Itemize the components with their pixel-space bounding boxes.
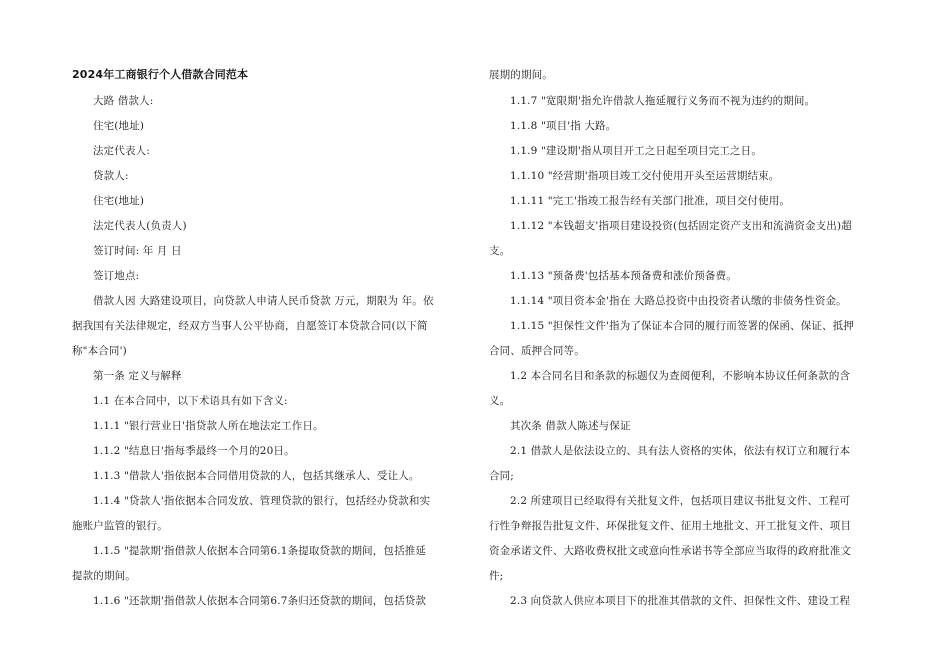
- left-column-line: 借款人因 大路建设项目，向贷款人申请人民币贷款 万元，期限为 年。依: [93, 295, 434, 307]
- right-column-line: 1.1.13 "预备费'包括基本预备费和涨价预备费。: [510, 270, 737, 282]
- left-column-line: 1.1.2 "结息日'指每季最终一个月的20日。: [93, 445, 295, 457]
- right-column-line: 行性争辩报告批复文件、环保批复文件、征用土地批文、开工批复文件、项目: [489, 520, 852, 532]
- left-column-line: 第一条 定义与解释: [93, 370, 182, 382]
- right-column-line: 1.1.11 "完工'指竣工报告经有关部门批准，项目交付使用。: [510, 195, 791, 207]
- right-column-line: 义。: [489, 395, 511, 407]
- document-title: 2024年工商银行个人借款合同范本: [72, 68, 249, 81]
- right-column-line: 1.1.10 "经营期'指项目竣工交付使用开头至运营期结束。: [510, 170, 780, 182]
- right-column-line: 合同、质押合同等。: [489, 345, 585, 357]
- left-column-line: 法定代表人(负责人): [93, 220, 187, 232]
- left-column-line: 法定代表人:: [93, 145, 150, 157]
- left-column-line: 1.1.6 "还款期'指借款人依据本合同第6.7条归还贷款的期间，包括贷款: [93, 595, 427, 607]
- right-column-line: 1.1.9 "建设期'指从项目开工之日起至项目完工之日。: [510, 145, 762, 157]
- right-column-line: 1.1.15 "担保性文件'指为了保证本合同的履行而签署的保函、保证、抵押: [510, 320, 854, 332]
- left-column-line: 贷款人:: [93, 170, 129, 182]
- left-column-line: 签订地点:: [93, 270, 140, 282]
- right-column-line: 1.1.7 "宽限期'指允许借款人拖延履行义务而不视为违约的期间。: [510, 95, 816, 107]
- left-column-line: 提款的期间。: [72, 570, 136, 582]
- right-column-line: 2.3 向贷款人供应本项目下的批准其借款的文件、担保性文件、建设工程: [510, 595, 851, 607]
- left-column-line: 住宅(地址): [93, 195, 145, 207]
- right-column-line: 支。: [489, 245, 511, 257]
- left-column-line: 1.1.3 "借款人'指依据本合同借用贷款的人，包括其继承人、受让人。: [93, 470, 420, 482]
- right-column-line: 1.2 本合同名目和条款的标题仅为查阅便利，不影响本协议任何条款的含: [510, 370, 851, 382]
- right-column-line: 2.2 所建项目已经取得有关批复文件，包括项目建议书批复文件、工程可: [510, 495, 851, 507]
- right-column-line: 资金承诺文件、大路收费权批文或意向性承诺书等全部应当取得的政府批准文: [489, 545, 852, 557]
- left-column-line: 称"本合同'): [72, 345, 127, 357]
- left-column-line: 1.1 在本合同中，以下术语具有如下含义:: [93, 395, 288, 407]
- right-column-line: 展期的期间。: [489, 69, 553, 81]
- right-column-line: 合同;: [489, 470, 514, 482]
- left-column-line: 住宅(地址): [93, 120, 145, 132]
- left-column-line: 1.1.1 "银行营业日'指贷款人所在地法定工作日。: [93, 420, 324, 432]
- left-column-line: 据我国有关法律规定，经双方当事人公平协商，自愿签订本贷款合同(以下简: [72, 320, 428, 332]
- left-column-line: 1.1.4 "贷款人'指依据本合同发放、管理贷款的银行，包括经办贷款和实: [93, 495, 431, 507]
- right-column-line: 1.1.12 "本钱超支'指项目建设投资(包括固定资产支出和流淌资金支出)超: [510, 220, 852, 232]
- right-column-line: 件;: [489, 570, 504, 582]
- right-column-line: 1.1.8 "项目'指 大路。: [510, 120, 617, 132]
- right-column-line: 2.1 借款人是依法设立的、具有法人资格的实体，依法有权订立和履行本: [510, 445, 851, 457]
- left-column-line: 施账户监管的银行。: [72, 520, 168, 532]
- right-column-line: 1.1.14 "项目资本金'指在 大路总投资中由投资者认缴的非债务性资金。: [510, 295, 847, 307]
- right-column-line: 其次条 借款人陈述与保证: [510, 420, 631, 432]
- left-column-line: 1.1.5 "提款期'指借款人依据本合同第6.1条提取贷款的期间，包括推延: [93, 545, 427, 557]
- left-column-line: 大路 借款人:: [93, 95, 154, 107]
- left-column-line: 签订时间: 年 月 日: [93, 245, 182, 257]
